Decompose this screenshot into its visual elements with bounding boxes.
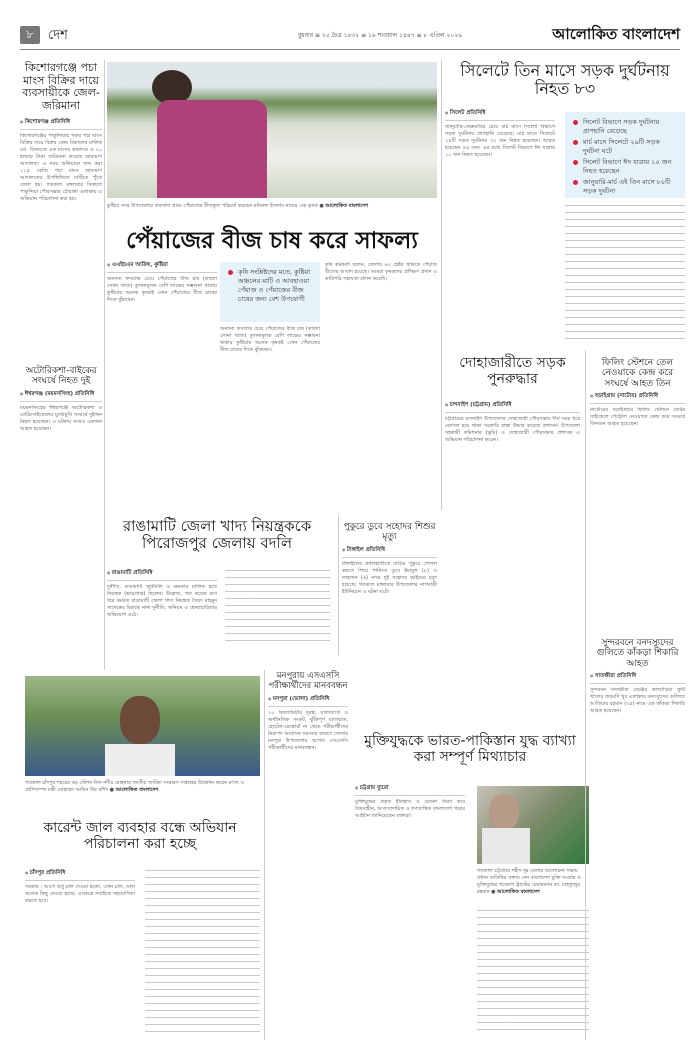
highlight-bullet: জানুয়ারি-মার্চ এই তিন মাসে ৮০টি সড়ক দুর্ঘটনা: [573, 178, 677, 196]
highlight-bullet: কৃষি সংশ্লিষ্টদের মতে, কুষ্টিয়া অঞ্চলের মাটি ও আবহাওয়া পেঁয়াজ ও পেঁয়াজের বীজ চাষের জন্য বেশ উপযোগী: [228, 268, 312, 304]
person-shirt: [105, 744, 175, 776]
article-sylhet[interactable]: [445, 110, 555, 359]
byline: ● সাতক্ষীরা প্রতিনিধি: [590, 673, 685, 684]
headline[interactable]: কিশোরগঞ্জে পচা মাংস বিক্রির দায়ে ব্যবসায়ীকে জেল-জরিমানা: [22, 61, 100, 112]
rangamati-body-col2: [225, 570, 330, 642]
article-body: মুক্তিযুদ্ধের প্রকৃত ইতিহাস ও চেতনা ধারণ করে বৈষম্যহীন, অসাম্প্রদায়িক ও গণতান্ত্রিক বাংলাদেশ গড়ার আহ্বান জানিয়েছেন বক্তারা।: [355, 799, 465, 819]
article-liberation-war[interactable]: [355, 785, 465, 1049]
dateline: বুধবার ≡ ২৫ চৈত্র ১৪৩২ ≡ ১৯ শাওয়াল ১৪৪৭ ≡ ৮ এপ্রিল ২০২৬: [297, 32, 463, 39]
headline[interactable]: মনপুরায় এসএসসি পরীক্ষার্থীদের মানববন্ধন: [268, 671, 348, 691]
column-divider: [585, 350, 586, 1040]
article-body: নাটোরের বড়াইগ্রামে ফিলিং স্টেশনে মোটর সাইকেলে পেট্রোল নেওয়াকে কেন্দ্র করে সংঘর্ষে তিনজন আহত হয়েছেন।: [590, 407, 685, 428]
byline: ● বড়াইগ্রাম (নাটোর) প্রতিনিধি: [590, 393, 685, 404]
dohazari-headline[interactable]: দোহাজারীতে সড়ক পুনরুদ্ধার: [459, 355, 566, 388]
onion-headline[interactable]: পেঁয়াজের বীজ চাষ করে সাফল্য: [126, 228, 418, 254]
rangamati-headline[interactable]: রাঙামাটি জেলা খাদ্য নিয়ন্ত্রককে পিরোজপুর জেলায় বদলি: [122, 517, 312, 553]
speaker-head: [489, 794, 519, 830]
liberation-war-headline[interactable]: মুক্তিযুদ্ধকে ভারত-পাকিস্তান যুদ্ধ ব্যাখ্যা করা সম্পূর্ণ মিথ্যাচার: [364, 733, 576, 766]
byline: ● টাঙ্গাইল প্রতিনিধি: [342, 547, 437, 558]
highlight-bullet: সিলেট বিভাগে ঈদ যাত্রায় ১০ জন নিহত হয়েছেন: [573, 158, 677, 176]
article-body: অন্যান্য ফসলের চেয়ে পেঁয়াজের বীজ চাষ (কালো সোনা খ্যাত) তুলনামূলক বেশি লাভের সম্ভাবনা থাকায় কুষ্টিয়ার অনেক কৃষকই এখন পেঁয়াজের বীজ চাষের দিকে ঝুঁকছেন।: [107, 276, 217, 303]
byline: ● মনপুরা (ভোলা) প্রতিনিধি: [268, 696, 348, 707]
column-divider: [441, 60, 442, 510]
article-filling-station[interactable]: [590, 358, 685, 617]
column-divider: [338, 515, 339, 655]
sylhet-headline[interactable]: সিলেটে তিন মাসে সড়ক দুর্ঘটনায় নিহত ৮৩: [460, 61, 670, 99]
highlight-bullet: মার্চ মাসে সিলেটে ২৯টি সড়ক দুর্ঘটনা ঘটে: [573, 138, 677, 156]
article-onion[interactable]: [107, 262, 217, 514]
byline: ● এএইচএম আরিফ, কুষ্টিয়া: [107, 262, 217, 273]
article-kishoreganj[interactable]: [20, 62, 102, 343]
speaker-photo-caption: গতকাল চট্টগ্রামে শহীদ নূর মেলার আলোচনা সভায় প্রধান অতিথির বক্তব্য দেন বাংলাদেশ মুক্তি সংগ্রাম ও মুক্তিযুদ্ধের গবেষণা ট্রাস্টের চেয়ারম্যান ডা. মাহফুজুর রহমান ● আলোকিত বাংলাদেশ: [477, 868, 581, 895]
chandpur-photo-caption: গতকাল চাঁদপুর শহরের বড় স্টেশন তিন নদীর মোহনায় জাতীয় জাটকা সংরক্ষণ সপ্তাহের উদ্বোধন করেন মৎস্য ও প্রাণিসম্পদ মন্ত্রী মোহাম্মদ আমিন উর রশিদ ● আলোকিত বাংলাদেশ: [25, 780, 245, 793]
chandpur-event-photo: [25, 676, 260, 776]
article-body: ২০ কিলোমিটার দূরত্ব, যাতায়াতে ও অর্থনৈতিক সংকট, ঝুঁকিপূর্ণ যাতায়াত, হোটেল-রেস্তোরাঁ না থেকে পরীক্ষার্থীদের নিরাপদ আবাসন সমস্যার কারণে জেলার মনপুরা উপজেলায় আগত এসএসসি পরীক্ষার্থীদের মানববন্ধন।: [268, 709, 348, 751]
article-body: দুর্নীতি, রাঙামাটি জুটমিলি ও ক্ষমতার মালিক হতে নিয়ন্ত্রক (ভারপ্রাপ্ত) ছিলেন। উল্লেখ্য, গত কয়েক মাস ধরে কর্মরত রাঙামাটি জেলা খাদ্য নিয়ন্ত্রক সৈয়দ মাহমুদ সাদেক্বের বিরুদ্ধে নানা দুর্নীতি, অনিয়ম ও স্বেচ্ছাচারিতার অভিযোগ ওঠে।: [107, 584, 217, 618]
byline: ● সিলেট প্রতিনিধি: [445, 110, 555, 121]
article-pond[interactable]: [342, 522, 437, 681]
byline: ● চন্দনাইশ (চট্টগ্রাম) প্রতিনিধি: [445, 402, 580, 413]
speaker-shirt: [482, 828, 530, 864]
headline[interactable]: পুকুরে ডুবে সহোদর শিশুর মৃত্যু: [343, 522, 436, 543]
onion-highlight-box: [220, 262, 320, 322]
byline: ● কিশোরগঞ্জ প্রতিনিধি: [20, 119, 102, 130]
onion-body-col3: কৃষি কর্মকর্তা বলেন, জেলায় ৬২ হেক্টর জমিতে পেঁয়াজ বীজের আবাদ হয়েছে। আমরা কৃষকদের প্রশিক্ষণ প্রদান ও কারিগরি সহায়তা প্রদান করেছি।: [325, 262, 437, 282]
sylhet-highlight-box: [565, 112, 685, 198]
speaker-photo: [477, 786, 589, 864]
article-monpura[interactable]: [268, 672, 348, 1025]
article-body: চট্টগ্রামের চন্দনাইশ উপজেলার দোহাজারী পৌরসভায় দীর্ঘ সময় ধরে বেদখল হয়ে থাকা সরকারি রাস্তা উদ্ধার করেছে প্রশাসন। উপজেলা সহকারী কমিশনার (ভূমি) ও দোহাজারী পৌরসভার প্রশাসক এ অভিযান পরিচালনা করেন।: [445, 416, 580, 443]
article-current-net[interactable]: [25, 870, 135, 1044]
masthead: [20, 20, 680, 50]
section-label: দেশ: [48, 28, 68, 43]
current-net-body-col2: [145, 870, 260, 1035]
article-body: টাঙ্গাইলের কালিহাতীতে বাড়ির পুকুরে গোসল করতে গিয়ে পানিতে ডুবে ইমামুল (৮) ও তাহসান (৬) নামে দুই সহোদর ভাইয়ের মৃত্যু হয়েছে। গতকাল মঙ্গলবার উপজেলার নাগবাড়ী ইউনিয়নে এ ঘটনা ঘটে।: [342, 560, 437, 595]
article-body: সরকার : আগে শুধু চাল দেওয়া হতো, এখন চাল, ডাল অনেক কিছু দেওয়া হচ্ছে। এক্ষেত্রে সবাইকে সহযোগিতা করতে হবে।: [25, 884, 135, 904]
newspaper-logo: আলোকিত বাংলাদেশ: [552, 25, 680, 43]
article-body: ময়মনসিংহের ঈশ্বরগঞ্জে অটোরিকশা ও মোটরসাইকেলের মুখোমুখি সংঘর্ষে দুইজন নিহত হয়েছেন। এ ঘটনায় আরও একজন আহত হয়েছেন।: [20, 404, 102, 432]
current-net-headline[interactable]: কারেন্ট জাল ব্যবহার বন্ধে অভিযান পরিচালনা করা হচ্ছে: [43, 820, 237, 853]
highlight-bullet: সিলেট বিভাগে সড়ক দুর্ঘটনায় প্রাণহানি বেড়েছে: [573, 118, 677, 136]
headline[interactable]: অটোরিকশা-বাইকের সংঘর্ষে নিহত দুই: [25, 366, 97, 387]
onion-body-col2: অন্যান্য ফসলের চেয়ে পেঁয়াজের বীজ চাষ (কালো সোনা খ্যাত) তুলনামূলক বেশি লাভের সম্ভাবনা থাকায় কুষ্টিয়ার অনেক কৃষকই এখন পেঁয়াজের বীজ চাষের দিকে ঝুঁকছেন।: [220, 326, 320, 353]
byline: ● চট্টগ্রাম ব্যুরো: [355, 785, 465, 796]
byline: ● ঈশ্বরগঞ্জ (ময়মনসিংহ) প্রতিনিধি: [20, 391, 102, 402]
column-divider: [104, 60, 105, 670]
headline[interactable]: সুন্দরবনে বনদস্যুদের গুলিতে কাঁকড়া শিকারি আহত: [596, 638, 679, 669]
article-body: জানুয়ারি-ফেব্রুয়ারির চেয়ে মার্চ মাসে সিলেট বিভাগে সড়ক দুর্ঘটনায় প্রাণহানি বেড়েছে। মার্চ মাসে সিলেটে ২৯টি সড়ক দুর্ঘটনায় ৩২ জন নিহত হয়েছেন। আহত হয়েছেন ৪৪ জন। এর মধ্যে সিলেট বিভাগে ঈদ যাত্রায় ১০ জন নিহত হয়েছেন।: [445, 124, 555, 158]
onion-field-photo: [107, 62, 437, 198]
article-rangamati[interactable]: [107, 570, 217, 654]
byline: ● চাঁদপুর প্রতিনিধি: [25, 870, 135, 881]
page-number: ৮: [20, 26, 40, 44]
article-autorickshaw[interactable]: [20, 366, 102, 680]
article-body: সুন্দরবন সাতক্ষীরা রেঞ্জের কলবাড়িয়া ফুটি খালের জয়মণি খুব এলাকায় বনদস্যুদের গুলিতে আতিয়ার রহমান (৩৫) নামে এক কাঁকড়া শিকারি আহত হয়েছেন।: [590, 687, 685, 715]
liberation-war-body-col2: [477, 910, 589, 1035]
headline[interactable]: ফিলিং স্টেশনে তেল নেওয়াকে কেন্দ্র করে সংঘর্ষে আহত তিন: [601, 358, 674, 389]
article-dohazari[interactable]: [445, 402, 580, 716]
column-divider: [264, 670, 265, 1040]
article-body: কিশোরগঞ্জের পাকুন্দিয়ায় গরুর পচা মাংস বিক্রির দায়ে বিক্রয় কেন্দ্র বিকালের মালিক মো. বিজয়কে এক মাসের কারাদণ্ড ও ২০ হাজার টাকা জরিমানা করেছে ভ্রাম্যমাণ আদালত। এ সময় অভিযানে জব্দ করা ১১৫ কেজি পচা মাংস ভ্রাম্যমাণ আদালতের উপস্থিতিতে মাটিতে পুঁতে ফেলা হয়। গতকাল মঙ্গলবার বিকালে পাকুন্দিয়া পৌরসভার চৌরাস্তা এলাকায় এ অভিযান পরিচালনা করা হয়।: [20, 132, 102, 202]
sylhet-body-col2: [565, 205, 685, 345]
article-sundarban[interactable]: [590, 638, 685, 1027]
onion-photo-caption: কুষ্টিয়া সদর উপজেলার বারখাদা গ্রামে পেঁয়াজের বীজফুল পরিচর্যা করছেন মনিরুল ইসলাম নামের এক কৃষক ● আলোকিত বাংলাদেশ: [107, 203, 368, 209]
person-head: [120, 696, 160, 744]
person-shirt: [157, 100, 267, 198]
byline: ● রাঙামাটি প্রতিনিধি: [107, 570, 217, 581]
